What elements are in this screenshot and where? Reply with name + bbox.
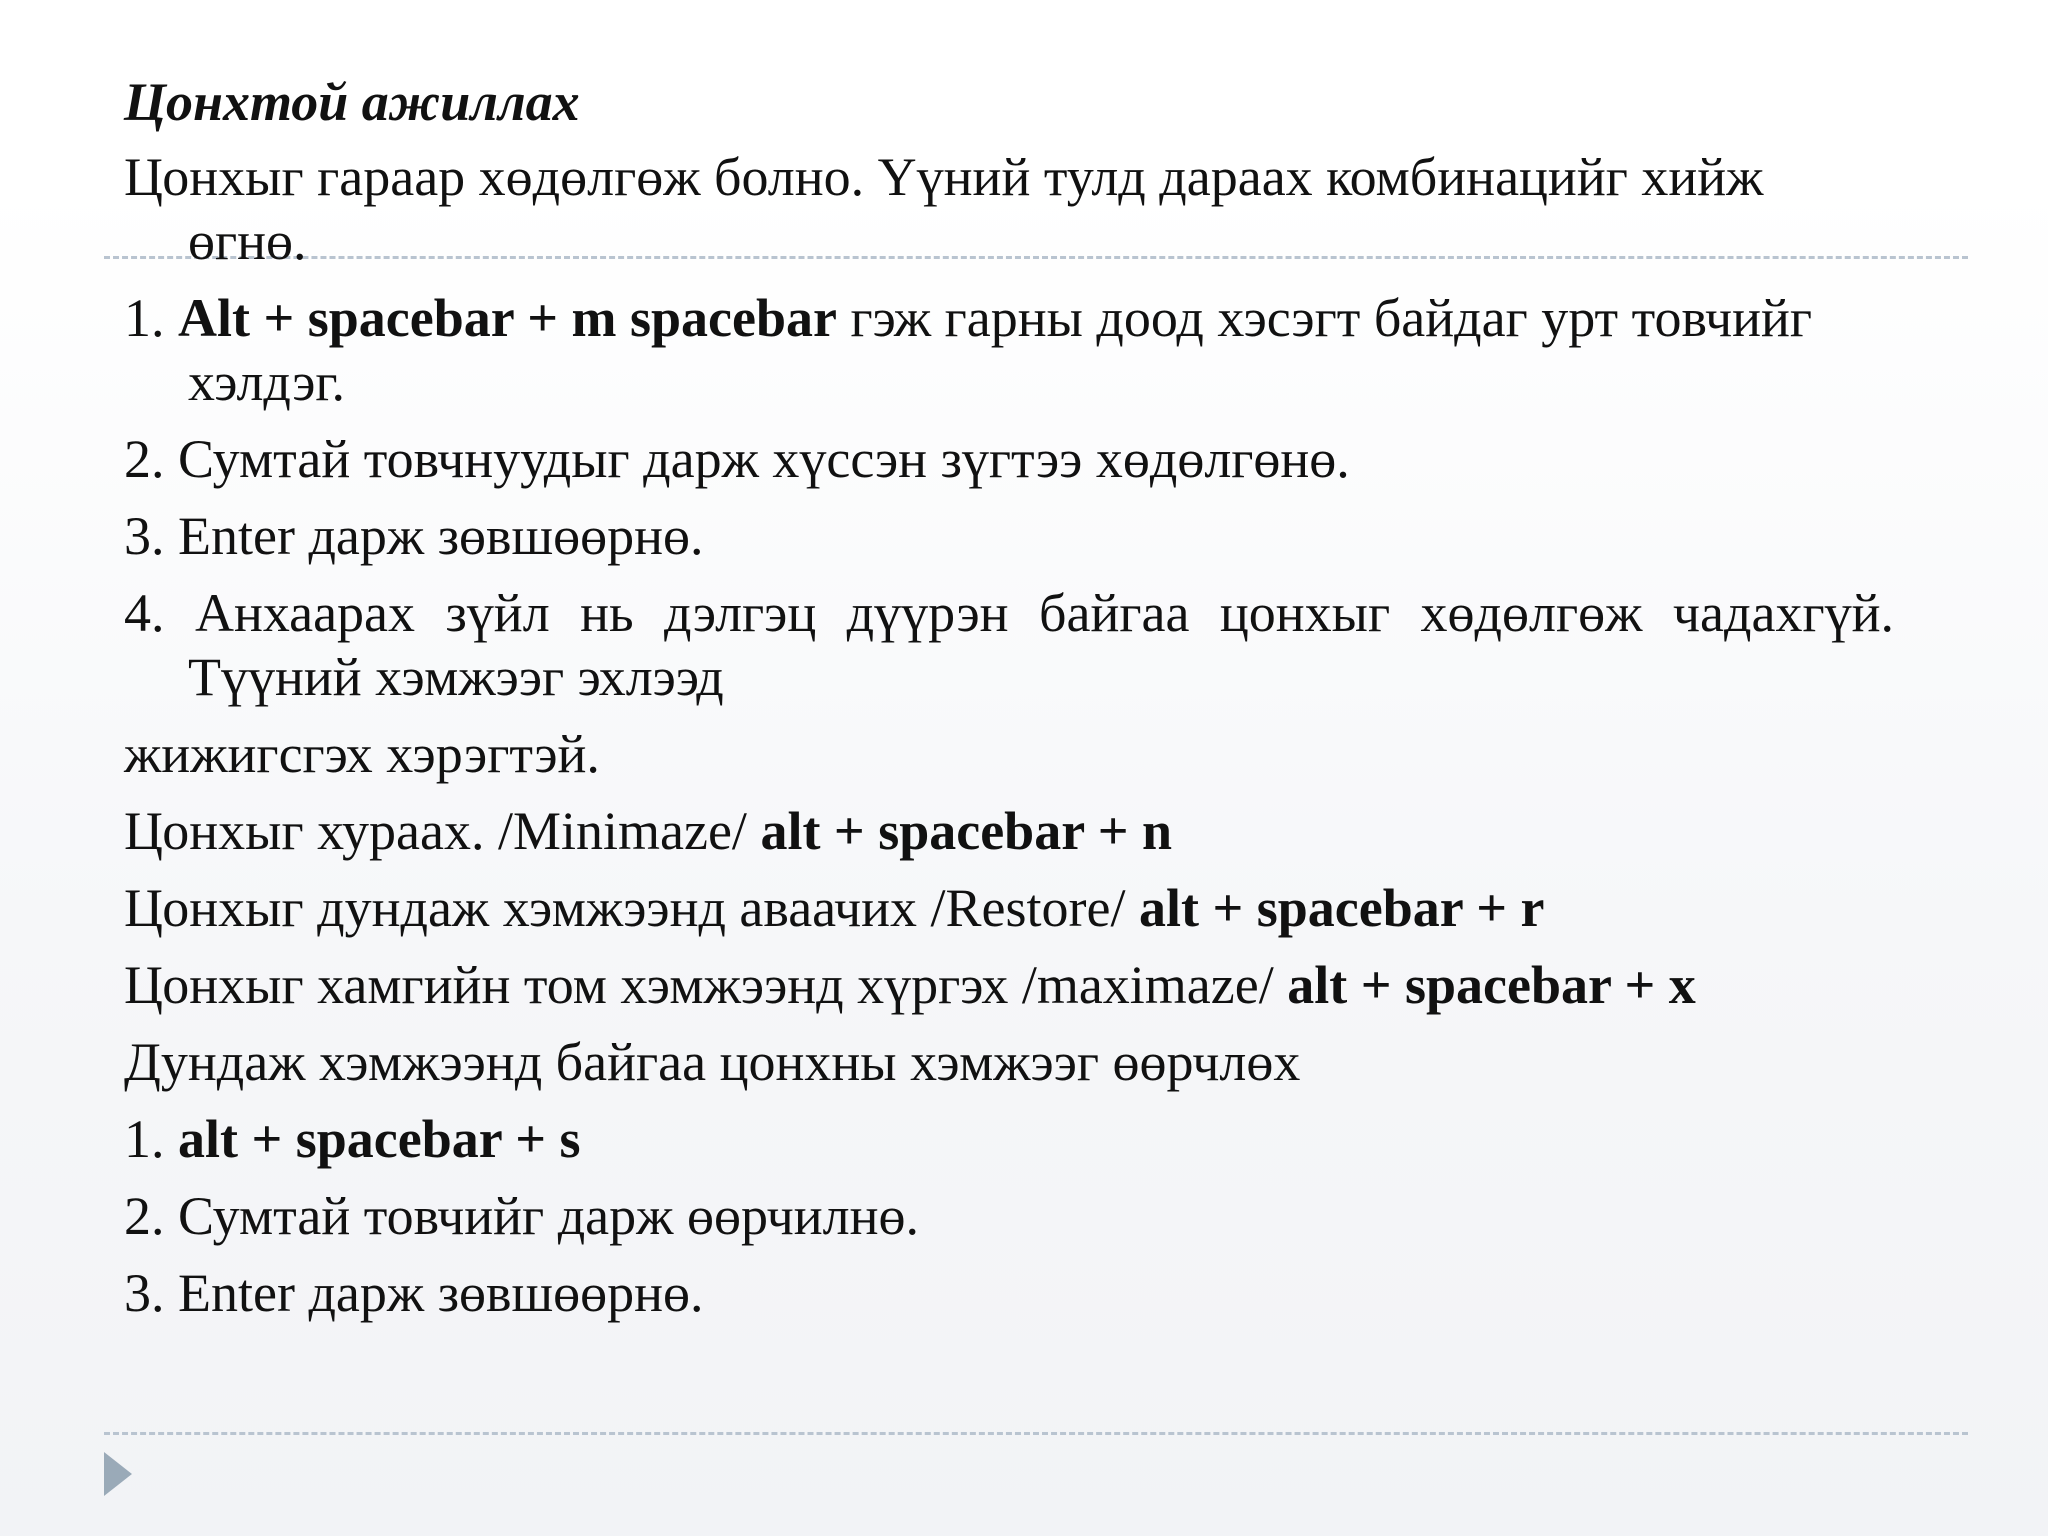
maximize-text: Цонхыг хамгийн том хэмжээнд хүргэх /maximaze/ [124,955,1274,1015]
resize-step-1 [124,1107,1894,1171]
move-step-1-text: гэж гарны доод хэсэгт байдаг урт товчийг хэлдэг. [188,288,1813,412]
restore-keys: alt + spacebar + r [1138,878,1545,938]
move-step-1-keys: Alt + spacebar + m spacebar [178,288,837,348]
maximize-keys: alt + spacebar + x [1287,955,1696,1015]
resize-step-3: 3. Enter дарж зөвшөөрнө. [124,1263,704,1323]
resize-heading: Дундаж хэмжээнд байгаа цонхны хэмжээг өөрчлөх [124,1032,1301,1092]
maximize-line [124,953,1894,1017]
slide-title: Цонхтой ажиллах [124,72,580,132]
bottom-dashed-divider [104,1432,1968,1435]
move-step-1 [124,286,1894,414]
move-step-3: 3. Enter дарж зөвшөөрнө. [124,506,704,566]
minimize-keys: alt + spacebar + n [760,801,1173,861]
note-continuation: жижигсгэх хэрэгтэй. [124,724,600,784]
resize-step-1-number: 1. [124,1109,165,1169]
restore-text: Цонхыг дундаж хэмжээнд аваачих /Restore/ [124,878,1126,938]
move-step-1-number: 1. [124,288,165,348]
slide-content [124,70,1894,1338]
move-step-2: 2. Сумтай товчнуудыг дарж хүссэн зүгтээ хөдөлгөнө. [124,429,1350,489]
triangle-right-icon[interactable] [104,1452,132,1496]
intro-paragraph: Цонхыг гараар хөдөлгөж болно. Үүний тулд дараах комбинацийг хийж өгнө. [124,147,1764,271]
move-step-4: 4. Анхаарах зүйл нь дэлгэц дүүрэн байгаа цонхыг хөдөлгөж чадахгүй. Түүний хэмжээг эхлээд [124,583,1894,707]
minimize-line [124,799,1894,863]
restore-line [124,876,1894,940]
minimize-text: Цонхыг хураах. /Minimaze/ [124,801,747,861]
resize-step-2: 2. Сумтай товчийг дарж өөрчилнө. [124,1186,919,1246]
resize-step-1-keys: alt + spacebar + s [178,1109,581,1169]
